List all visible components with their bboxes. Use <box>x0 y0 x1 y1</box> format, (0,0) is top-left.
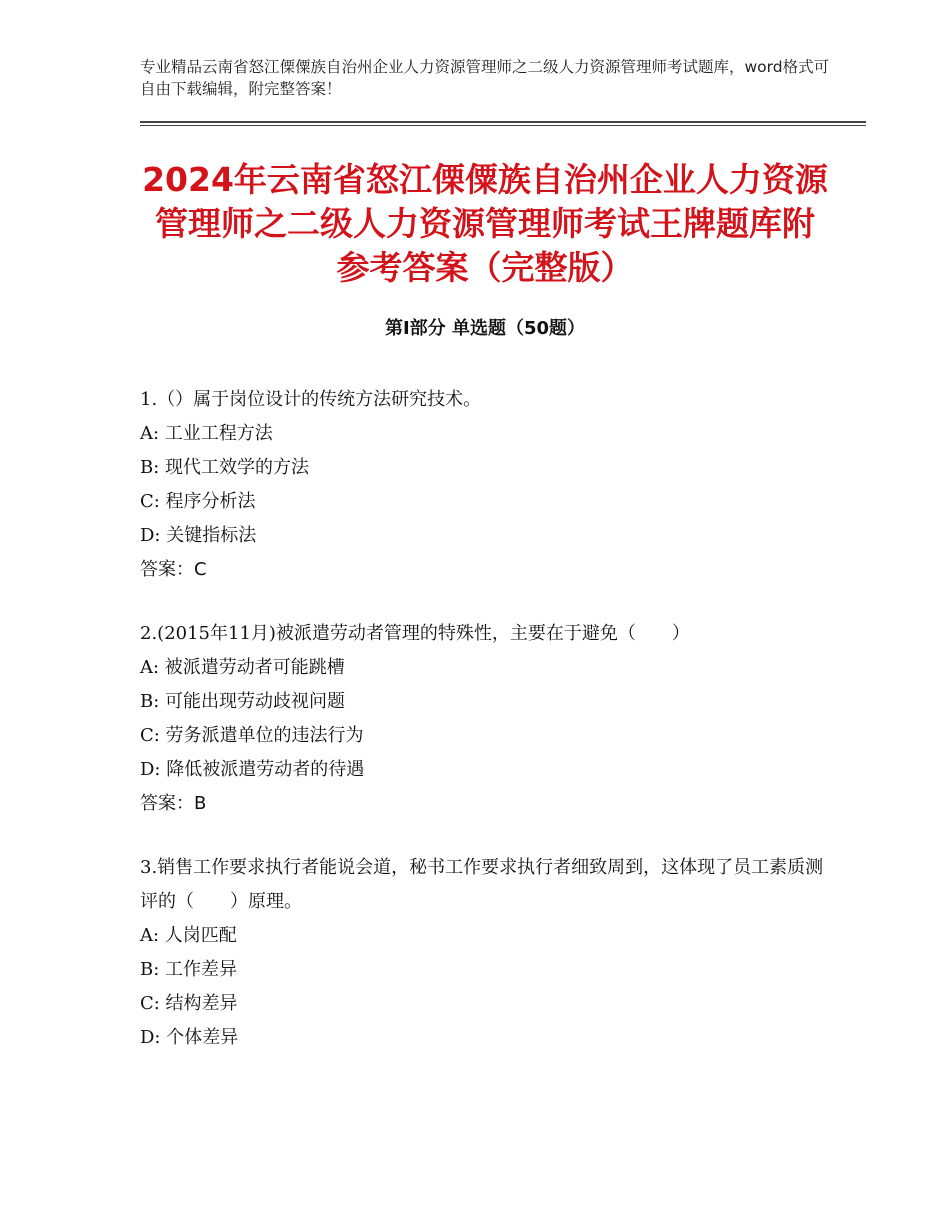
section-title: 第Ⅰ部分 单选题（50题） <box>384 318 585 339</box>
answer-line: 答案：B <box>140 793 207 814</box>
option-d: D: 个体差异 <box>140 1027 239 1048</box>
option-c: C: 结构差异 <box>140 993 238 1014</box>
document-title: 2024年云南省怒江傈僳族自治州企业人力资源管理师之二级人力资源管理师考试王牌题库附参考答案（完整版） <box>142 160 828 287</box>
question-stem: 3.销售工作要求执行者能说会道，秘书工作要求执行者细致周到，这体现了员工素质测评的（ ）原理。 <box>140 857 824 912</box>
option-b: B: 可能出现劳动歧视问题 <box>140 691 346 712</box>
option-c: C: 程序分析法 <box>140 491 256 512</box>
option-d: D: 关键指标法 <box>140 525 257 546</box>
option-b: B: 现代工效学的方法 <box>140 457 310 478</box>
option-a: A: 人岗匹配 <box>140 925 237 946</box>
question-list <box>140 383 830 1085</box>
option-a: A: 被派遣劳动者可能跳槽 <box>140 657 345 678</box>
header-note: 专业精品云南省怒江傈僳族自治州企业人力资源管理师之二级人力资源管理师考试题库，word格式可自由下载编辑，附完整答案！ <box>140 58 830 98</box>
option-c: C: 劳务派遣单位的违法行为 <box>140 725 364 746</box>
answer-line: 答案：C <box>140 559 207 580</box>
option-b: B: 工作差异 <box>140 959 238 980</box>
option-d: D: 降低被派遣劳动者的待遇 <box>140 759 365 780</box>
question-stem: 2.(2015年11月)被派遣劳动者管理的特殊性，主要在于避免（ ） <box>140 623 690 644</box>
option-a: A: 工业工程方法 <box>140 423 273 444</box>
header-divider <box>140 121 866 127</box>
question-3 <box>140 851 830 1055</box>
question-2 <box>140 617 830 821</box>
question-1 <box>140 383 830 587</box>
question-stem: 1.（）属于岗位设计的传统方法研究技术。 <box>140 389 482 410</box>
